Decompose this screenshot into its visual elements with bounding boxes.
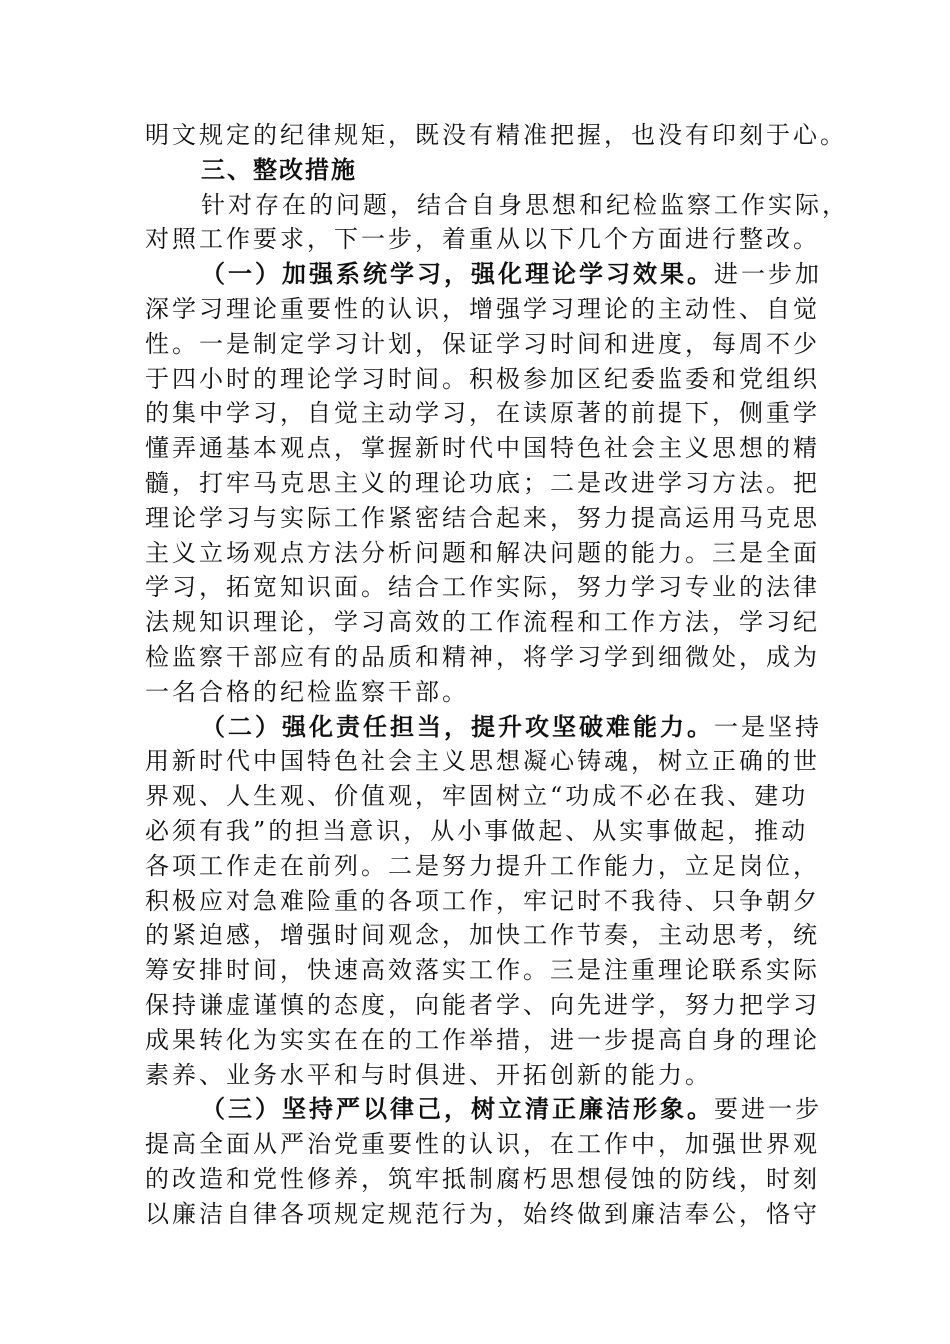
text-line <box>145 1092 822 1127</box>
text-line <box>145 292 820 327</box>
text-line <box>145 988 820 1023</box>
document-body <box>145 118 849 1232</box>
line-text: 以廉洁自律各项规定规范行为，始终做到廉洁奉公，恪守 <box>145 1199 820 1228</box>
line-text: 检监察干部应有的品质和精神，将学习学到细微处，成为 <box>145 642 820 671</box>
text-line <box>145 396 820 431</box>
line-text: 一名合格的纪检监察干部。 <box>145 677 469 706</box>
line-text: 成果转化为实实在在的工作举措，进一步提高自身的理论 <box>145 1025 820 1054</box>
text-line <box>145 466 820 501</box>
line-text: 明文规定的纪律规矩，既没有精准把握，也没有印刻于心。 <box>145 121 847 149</box>
text-line <box>145 675 807 710</box>
text-line <box>145 188 849 223</box>
line-text: 的集中学习，自觉主动学习，在读原著的前提下，侧重学 <box>145 399 820 428</box>
text-line <box>145 1023 820 1058</box>
text-line <box>145 1197 820 1232</box>
text-line <box>145 605 820 640</box>
text-line <box>145 257 822 292</box>
line-text: 的改造和党性修养，筑牢抵制腐朽思想侵蚀的防线，时刻 <box>145 1164 820 1193</box>
text-line <box>145 710 822 745</box>
text-line <box>145 744 820 779</box>
line-text: 法规知识理论，学习高效的工作流程和工作方法，学习纪 <box>145 608 820 637</box>
line-text: 保持谦虚谨慎的态度，向能者学、向先进学，努力把学习 <box>145 990 820 1019</box>
subheading-lead: （三）坚持严以律己，树立清正廉洁形象。 <box>201 1094 714 1124</box>
line-text: 学习，拓宽知识面。结合工作实际，努力学习专业的法律 <box>145 573 820 602</box>
line-text: 素养、业务水平和与时俱进、开拓创新的能力。 <box>145 1060 712 1089</box>
line-text: 理论学习与实际工作紧密结合起来，努力提高运用马克思 <box>145 503 820 532</box>
text-line <box>145 501 820 536</box>
text-line <box>145 570 820 605</box>
line-text: 进一步加 <box>714 260 822 289</box>
text-line <box>145 884 820 919</box>
text-line <box>145 640 820 675</box>
text-line <box>145 779 807 814</box>
line-text: 用新时代中国特色社会主义思想凝心铸魂，树立正确的世 <box>145 747 820 776</box>
line-text: 各项工作走在前列。二是努力提升工作能力，立足岗位， <box>145 851 820 880</box>
line-text: 于四小时的理论学习时间。积极参加区纪委监委和党组织 <box>145 364 820 393</box>
text-line <box>145 327 820 362</box>
text-line <box>145 849 820 884</box>
line-text: 提高全面从严治党重要性的认识，在工作中，加强世界观 <box>145 1130 820 1159</box>
line-text: 髓，打牢马克思主义的理论功底；二是改进学习方法。把 <box>145 468 820 497</box>
subheading-lead: （二）强化责任担当，提升攻坚破难能力。 <box>201 711 714 741</box>
text-line <box>145 362 820 397</box>
line-text: 界观、人生观、价值观，牢固树立“功成不必在我、建功 <box>145 782 809 811</box>
line-text: 三、整改措施 <box>201 155 357 184</box>
text-line <box>145 1058 807 1093</box>
text-line <box>145 118 847 153</box>
text-line <box>145 1162 820 1197</box>
subheading-lead: （一）加强系统学习，强化理论学习效果。 <box>201 259 714 289</box>
text-line <box>145 1127 820 1162</box>
text-line <box>145 431 820 466</box>
text-line <box>145 222 820 257</box>
line-text: 懂弄通基本观点，掌握新时代中国特色社会主义思想的精 <box>145 434 820 463</box>
line-text: 必须有我”的担当意识，从小事做起、从实事做起，推动 <box>145 816 809 845</box>
line-text: 的紧迫感，增强时间观念，加快工作节奏，主动思考，统 <box>145 921 820 950</box>
text-line <box>145 953 820 988</box>
section-heading <box>145 153 807 188</box>
line-text: 针对存在的问题，结合自身思想和纪检监察工作实际， <box>201 190 849 219</box>
line-text: 要进一步 <box>714 1095 822 1124</box>
line-text: 深学习理论重要性的认识，增强学习理论的主动性、自觉 <box>145 294 820 323</box>
line-text: 对照工作要求，下一步，着重从以下几个方面进行整改。 <box>145 225 820 254</box>
text-line <box>145 918 820 953</box>
text-line <box>145 814 807 849</box>
text-line <box>145 536 820 571</box>
line-text: 积极应对急难险重的各项工作，牢记时不我待、只争朝夕 <box>145 886 820 915</box>
line-text: 筹安排时间，快速高效落实工作。三是注重理论联系实际 <box>145 956 820 985</box>
line-text: 主义立场观点方法分析问题和解决问题的能力。三是全面 <box>145 538 820 567</box>
line-text: 一是坚持 <box>714 712 822 741</box>
line-text: 性。一是制定学习计划，保证学习时间和进度，每周不少 <box>145 329 820 358</box>
